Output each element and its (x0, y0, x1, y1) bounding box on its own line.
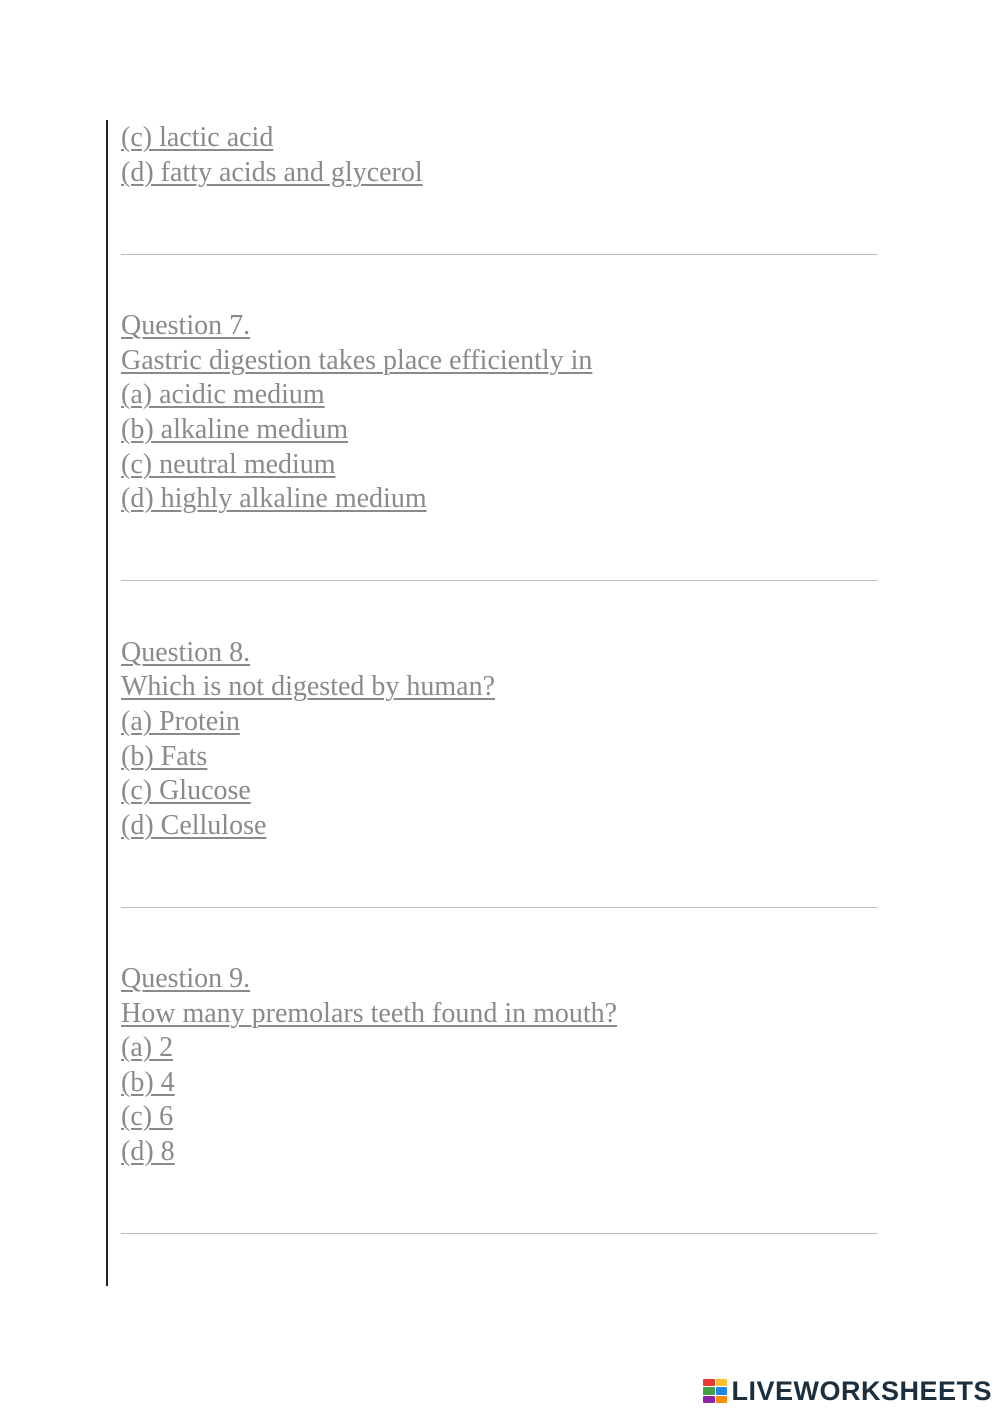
question-7-option-b[interactable]: (b) alkaline medium (121, 414, 349, 445)
question-8-option-a[interactable]: (a) Protein (121, 706, 240, 737)
question-9-option-a[interactable]: (a) 2 (121, 1032, 174, 1063)
question-9-option-b[interactable]: (b) 4 (121, 1067, 175, 1098)
question-7-text[interactable]: Gastric digestion takes place efficiently in (121, 345, 593, 376)
question-9-option-d[interactable]: (d) 8 (121, 1136, 175, 1167)
question-8-option-c[interactable]: (c) Glucose (121, 775, 251, 806)
prev-option-d[interactable]: (d) fatty acids and glycerol (121, 157, 423, 188)
liveworksheets-logo-icon (703, 1379, 727, 1403)
question-9-option-c[interactable]: (c) 6 (121, 1101, 174, 1132)
question-9-text[interactable]: How many premolars teeth found in mouth? (121, 998, 618, 1029)
divider (121, 907, 878, 908)
question-8-option-d[interactable]: (d) Cellulose (121, 810, 267, 841)
question-9-heading[interactable]: Question 9. (121, 963, 251, 994)
divider (121, 254, 878, 255)
question-8-text[interactable]: Which is not digested by human? (121, 671, 496, 702)
divider (121, 1233, 878, 1234)
brand-name: LIVEWORKSHEETS (731, 1375, 992, 1406)
question-8-option-b[interactable]: (b) Fats (121, 741, 208, 772)
prev-option-c[interactable]: (c) lactic acid (121, 122, 274, 153)
question-7-heading[interactable]: Question 7. (121, 310, 251, 341)
divider (121, 580, 878, 581)
question-7-option-c[interactable]: (c) neutral medium (121, 449, 336, 480)
question-7-option-a[interactable]: (a) acidic medium (121, 379, 325, 410)
liveworksheets-brand (703, 1373, 992, 1409)
left-margin-rule (106, 120, 108, 1286)
question-8-heading[interactable]: Question 8. (121, 637, 251, 668)
question-7-option-d[interactable]: (d) highly alkaline medium (121, 483, 427, 514)
